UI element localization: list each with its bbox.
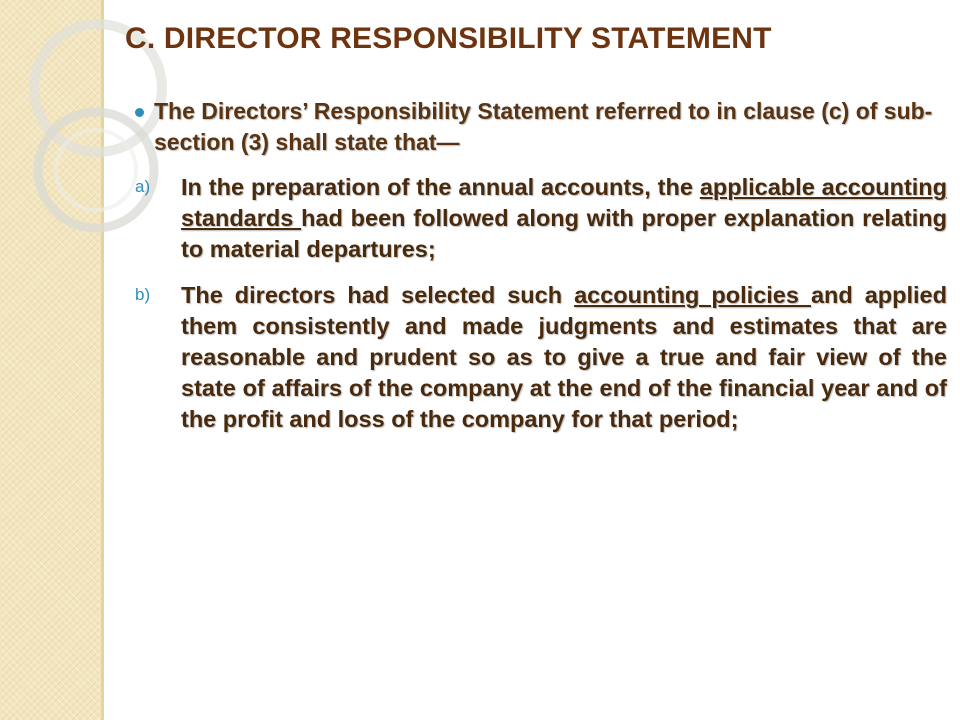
list-item-a bbox=[135, 172, 947, 265]
list-item-text bbox=[181, 172, 947, 265]
item-text-pre: In the preparation of the annual accounts, the bbox=[181, 174, 700, 200]
item-text-post: had been followed along with proper explanation relating to material departures; bbox=[181, 205, 947, 262]
list-marker: b) bbox=[135, 285, 151, 304]
list-item-b bbox=[135, 280, 947, 435]
underlined-term: accounting policies bbox=[574, 282, 811, 308]
item-text-post: and applied them consistently and made judgments and estimates that are reasonable and prudent so as to give a true and fair view of the state of affairs of the company at the end of the financial year and of the profit and loss of the company for that period; bbox=[181, 282, 947, 432]
slide-title: C. DIRECTOR RESPONSIBILITY STATEMENT bbox=[125, 22, 772, 55]
item-text-pre: The directors had selected such bbox=[181, 282, 575, 308]
list-item-text bbox=[181, 280, 947, 435]
intro-text: The Directors’ Responsibility Statement referred to in clause (c) of sub-section (3) shall state that— bbox=[154, 98, 933, 155]
slide-body bbox=[135, 96, 947, 450]
intro-bullet bbox=[135, 96, 947, 158]
underlined-term: applicable accounting standards bbox=[181, 174, 948, 231]
decorative-side-strip bbox=[0, 0, 104, 720]
bullet-dot-icon bbox=[135, 108, 144, 117]
list-marker: a) bbox=[135, 177, 151, 196]
